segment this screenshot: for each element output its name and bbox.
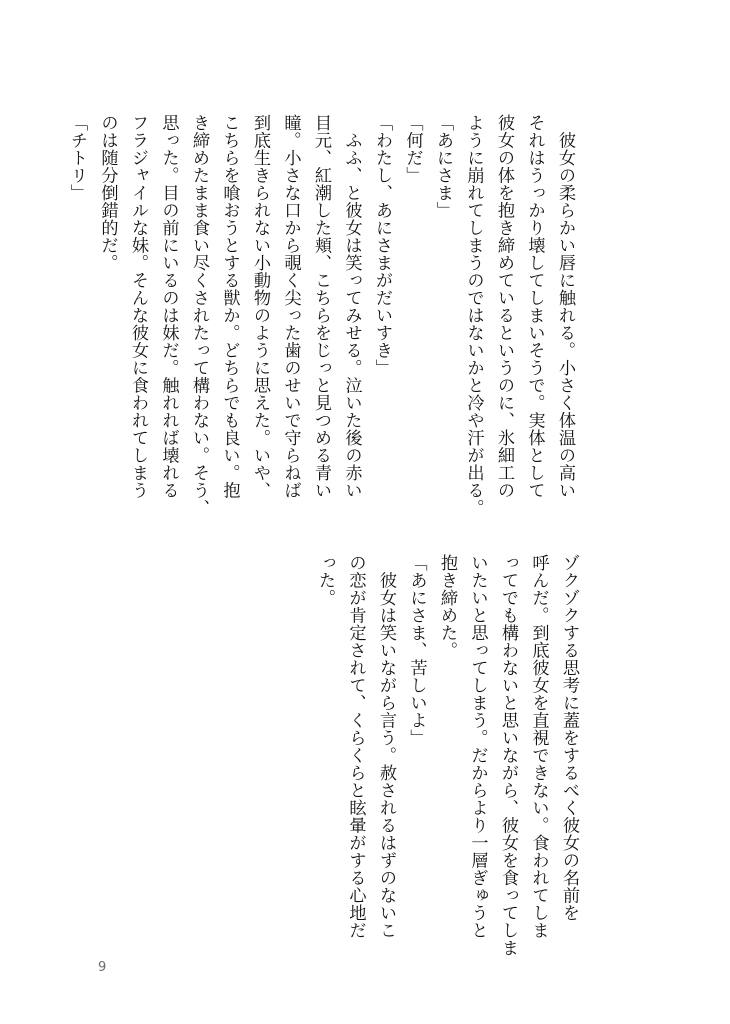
text-line: こちらを喰おうとする獣か。どちらでも良い。抱 <box>219 114 240 499</box>
text-line: フラジャイルな妹。そんな彼女に食われてしまう <box>128 114 148 499</box>
text-line: ふふ、と彼女は笑ってみせる。泣いた後の赤い <box>341 114 362 499</box>
text-block-bottom <box>310 554 585 957</box>
text-line: 瞳。小さな口から覗く尖った歯のせいで守らねば <box>280 114 301 499</box>
text-block-top <box>62 114 581 517</box>
text-line: それはうっかり壊してしまいそうで。実体として <box>524 114 545 499</box>
text-line: のは随分倒錯的だ。 <box>97 114 118 272</box>
page-number: 9 <box>98 960 107 975</box>
text-line: 到底生きられない小動物のように思えた。いや、 <box>250 114 270 499</box>
text-line: ゾクゾクする思考に蓋をするべく彼女の名前を <box>559 554 579 922</box>
dialogue-line: 「あにさま」 <box>433 114 453 219</box>
text-line: ように崩れてしまうのではないかと冷や汗が出る。 <box>463 114 484 517</box>
dialogue-line: 「あにさま、苦しいよ」 <box>406 554 427 747</box>
text-line: き締めたまま食い尽くされたって構わない。そう、 <box>189 114 209 517</box>
dialogue-line: 「チトリ」 <box>67 114 87 202</box>
text-line: 抱き締めた。 <box>437 554 457 659</box>
text-line: 呼んだ。到底彼女を直視できない。食われてしま <box>528 554 549 939</box>
text-line: ってでも構わないと思いながら、彼女を食ってしま <box>498 554 518 957</box>
text-line: 彼女は笑いながら言う。赦されるはずのないこ <box>376 554 396 939</box>
text-line: 彼女の柔らかい唇に触れる。小さく体温の高い <box>555 114 575 499</box>
text-line: 思った。目の前にいるのは妹だ。触れれば壊れる <box>158 114 179 499</box>
text-line: 目元、紅潮した頬、こちらをじっと見つめる青い <box>311 114 331 499</box>
text-line: った。 <box>315 554 335 607</box>
dialogue-line: 「何だ」 <box>402 114 423 184</box>
text-line: 彼女の体を抱き締めているというのに、氷細工の <box>494 114 514 499</box>
text-line: の恋が肯定されて、くらくらと眩暈がする心地だ <box>345 554 366 939</box>
text-line: いたいと思ってしまう。だからより一層ぎゅうと <box>467 554 488 939</box>
dialogue-line: 「わたし、あにさまがだいすき」 <box>372 114 392 377</box>
